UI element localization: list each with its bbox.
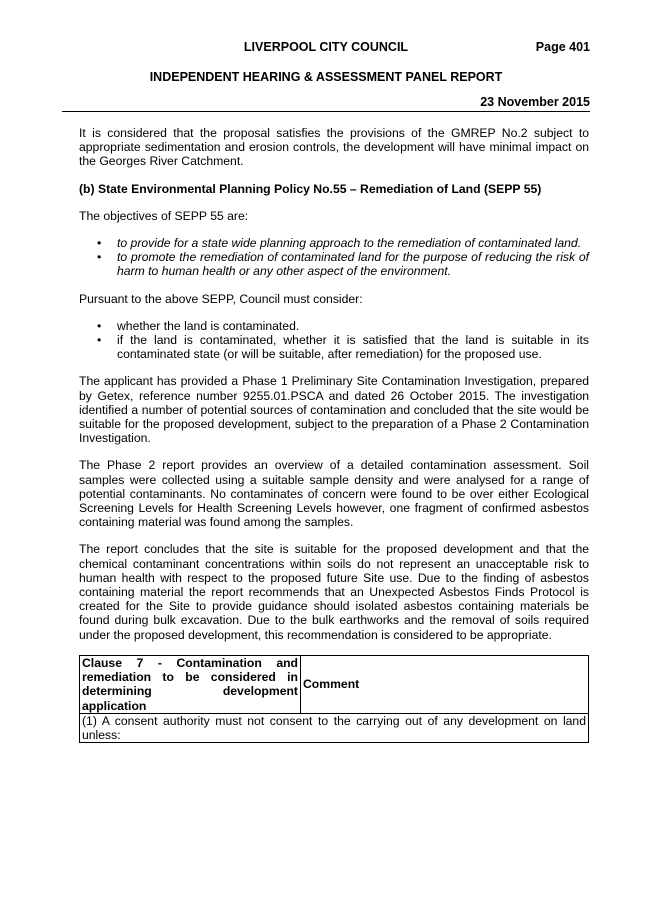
phase2-paragraph: The Phase 2 report provides an overview of a detailed contamination assessment. Soil samples were collected using a suitable sample density and were analysed for a range of potential contaminants. No contaminates of concern were found to be over either Ecological Screening Levels for Health Screening Levels however, one fragment of confirmed asbestos containing material was found among the samples. [79, 458, 589, 530]
report-date: 23 November 2015 [480, 95, 590, 109]
list-item: • if the land is contaminated, whether it is satisfied that the land is suitable in its contaminated state (or will be suitable, after remediation) for the proposed use. [97, 333, 589, 362]
conclusion-paragraph: The report concludes that the site is suitable for the proposed development and that the chemical contaminant concentrations within soils do not represent an unacceptable risk to human health with respect to the proposed future Site use. Due to the finding of asbestos containing material the report recommends that an Unexpected Asbestos Finds Protocol is created for the Site to provide guidance should isolated asbestos containing materials be found during bulk excavation. Due to the bulk earthworks and the removal of soils required under the proposed development, this recommendation is considered to be appropriate. [79, 542, 589, 642]
report-title: INDEPENDENT HEARING & ASSESSMENT PANEL REPORT [149, 70, 503, 84]
list-item: • whether the land is contaminated. [97, 318, 300, 333]
table-header-row [80, 655, 589, 713]
clause-table [79, 655, 589, 743]
bullet-icon: • [97, 236, 102, 251]
bullet-icon: • [97, 333, 102, 348]
clause-row-text: (1) A consent authority must not consent to the carrying out of any development on land unless: [80, 713, 589, 742]
list-item: • to provide for a state wide planning approach to the remediation of contaminated land. [97, 236, 582, 251]
sepp55-heading: (b) State Environmental Planning Policy No.55 – Remediation of Land (SEPP 55) [79, 181, 542, 196]
considerations-list [79, 319, 589, 362]
page-number: Page 401 [535, 40, 590, 54]
consider-intro: Pursuant to the above SEPP, Council must consider: [79, 291, 363, 306]
clause-header-cell: Clause 7 - Contamination and remediation to be considered in determining development application [80, 655, 301, 713]
document-body [79, 126, 589, 743]
list-item: • to promote the remediation of contaminated land for the purpose of reducing the risk of harm to human health or any other aspect of the environment. [97, 250, 589, 279]
table-row [80, 713, 589, 742]
comment-header-cell: Comment [301, 655, 589, 713]
header-divider [62, 111, 590, 112]
gmrep-paragraph: It is considered that the proposal satisfies the provisions of the GMREP No.2 subject to appropriate sedimentation and erosion controls, the development will have minimal impact on the Georges River Catchment. [79, 126, 589, 169]
objectives-list [79, 236, 589, 279]
objectives-intro: The objectives of SEPP 55 are: [79, 208, 249, 223]
council-name: LIVERPOOL CITY COUNCIL [243, 40, 409, 54]
bullet-icon: • [97, 318, 102, 333]
bullet-icon: • [97, 250, 102, 265]
phase1-paragraph: The applicant has provided a Phase 1 Preliminary Site Contamination Investigation, prepared by Getex, reference number 9255.01.PSCA and dated 26 October 2015. The investigation identified a number of potential sources of contamination and concluded that the site would be suitable for the proposed development, subject to the preparation of a Phase 2 Contamination Investigation. [79, 374, 589, 446]
